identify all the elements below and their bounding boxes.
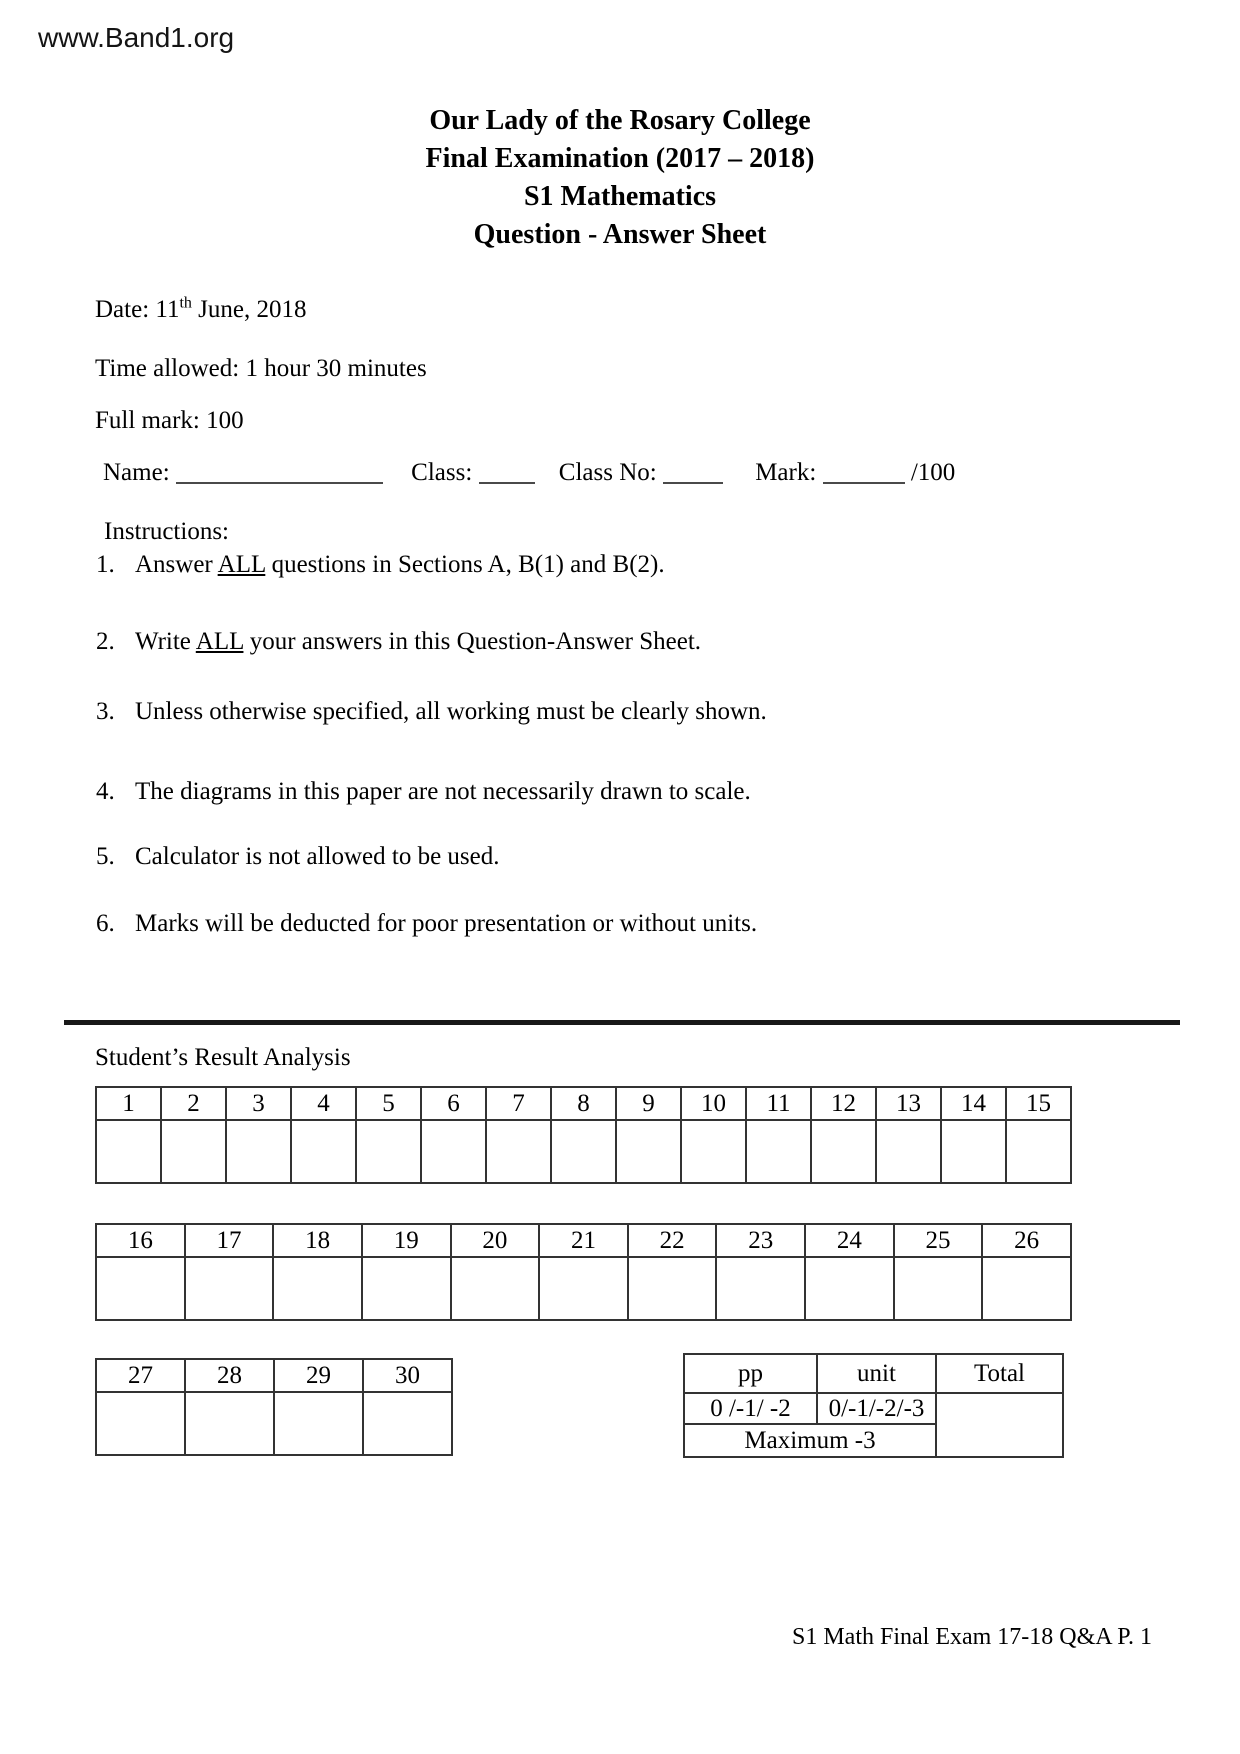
- score-cell: [362, 1257, 451, 1320]
- question-number-cell: 26: [982, 1224, 1071, 1257]
- score-cell: [746, 1120, 811, 1183]
- question-number-cell: 2: [161, 1087, 226, 1120]
- question-number-cell: 21: [539, 1224, 628, 1257]
- question-number-cell: 8: [551, 1087, 616, 1120]
- date-text: Date: 11: [95, 296, 180, 323]
- unit-header-cell: unit: [817, 1354, 936, 1393]
- score-cell: [273, 1257, 362, 1320]
- score-cell: [291, 1120, 356, 1183]
- score-cell: [982, 1257, 1071, 1320]
- instruction-text: Write ALL your answers in this Question-Answer Sheet.: [135, 628, 702, 655]
- score-entry-row: [96, 1392, 452, 1455]
- score-cell: [96, 1257, 185, 1320]
- time-allowed-line: Time allowed: 1 hour 30 minutes: [95, 355, 427, 382]
- score-cell: [421, 1120, 486, 1183]
- instruction-number: 1.: [96, 551, 115, 578]
- section-divider-rule: [64, 1020, 1180, 1025]
- instruction-text: Answer ALL questions in Sections A, B(1) and B(2).: [135, 551, 665, 578]
- pp-scale-cell: 0 /-1/ -2: [684, 1393, 817, 1424]
- school-name: Our Lady of the Rosary College: [429, 105, 811, 136]
- instruction-text: Marks will be deducted for poor presentation or without units.: [135, 910, 758, 937]
- question-number-cell: 20: [451, 1224, 540, 1257]
- score-cell: [363, 1392, 452, 1455]
- name-blank-field: [176, 458, 383, 484]
- score-cell: [681, 1120, 746, 1183]
- total-entry-cell: [936, 1393, 1063, 1457]
- question-number-cell: 6: [421, 1087, 486, 1120]
- class-blank-field: [479, 458, 535, 484]
- date-rest: June, 2018: [191, 296, 307, 323]
- score-cell: [451, 1257, 540, 1320]
- name-label: Name:: [103, 459, 170, 486]
- question-number-cell: 7: [486, 1087, 551, 1120]
- question-number-cell: 27: [96, 1359, 185, 1392]
- underlined-word: ALL: [195, 628, 244, 655]
- score-cell: [161, 1120, 226, 1183]
- exam-title: Final Examination (2017 – 2018): [425, 143, 815, 174]
- question-number-cell: 14: [941, 1087, 1006, 1120]
- score-cell: [876, 1120, 941, 1183]
- question-number-cell: 28: [185, 1359, 274, 1392]
- instruction-text: The diagrams in this paper are not necessarily drawn to scale.: [135, 778, 751, 805]
- instruction-item-6: [96, 910, 1096, 938]
- date-ordinal-suffix: th: [179, 294, 192, 312]
- score-cell: [185, 1257, 274, 1320]
- score-cell: [185, 1392, 274, 1455]
- score-cell: [805, 1257, 894, 1320]
- question-number-cell: 13: [876, 1087, 941, 1120]
- instruction-number: 4.: [96, 778, 115, 805]
- score-cell: [894, 1257, 983, 1320]
- instruction-number: 2.: [96, 628, 115, 655]
- question-number-row: [96, 1224, 1071, 1257]
- mark-denominator: /100: [910, 459, 956, 486]
- maximum-cell: Maximum -3: [684, 1424, 936, 1457]
- unit-scale-cell: 0/-1/-2/-3: [817, 1393, 936, 1424]
- question-number-cell: 10: [681, 1087, 746, 1120]
- result-analysis-heading: Student’s Result Analysis: [95, 1044, 351, 1071]
- instruction-text: Calculator is not allowed to be used.: [135, 843, 500, 870]
- score-cell: [226, 1120, 291, 1183]
- penalty-marks-table: [683, 1353, 1064, 1458]
- question-number-cell: 16: [96, 1224, 185, 1257]
- score-cell: [539, 1257, 628, 1320]
- question-number-cell: 23: [716, 1224, 805, 1257]
- score-cell: [941, 1120, 1006, 1183]
- underlined-word: ALL: [217, 551, 266, 578]
- score-entry-row: [96, 1120, 1071, 1183]
- score-cell: [96, 1120, 161, 1183]
- class-no-blank-field: [663, 458, 723, 484]
- question-number-cell: 15: [1006, 1087, 1071, 1120]
- question-number-cell: 17: [185, 1224, 274, 1257]
- mark-blank-field: [823, 458, 905, 484]
- score-cell: [628, 1257, 717, 1320]
- pp-header-cell: pp: [684, 1354, 817, 1393]
- question-number-cell: 9: [616, 1087, 681, 1120]
- score-cell: [616, 1120, 681, 1183]
- question-number-cell: 30: [363, 1359, 452, 1392]
- question-number-cell: 25: [894, 1224, 983, 1257]
- instruction-item-1: [96, 551, 1096, 579]
- question-number-cell: 29: [274, 1359, 363, 1392]
- score-entry-row: [96, 1257, 1071, 1320]
- student-info-row: [103, 458, 955, 487]
- total-header-cell: Total: [936, 1354, 1063, 1393]
- score-cell: [1006, 1120, 1071, 1183]
- date-line: [95, 296, 307, 324]
- question-number-row: [96, 1087, 1071, 1120]
- question-number-cell: 5: [356, 1087, 421, 1120]
- result-table-q1-15: [95, 1086, 1072, 1184]
- full-mark-line: Full mark: 100: [95, 407, 244, 434]
- score-cell: [356, 1120, 421, 1183]
- instruction-item-3: [96, 698, 1096, 726]
- document-title: [0, 102, 1240, 254]
- question-number-cell: 4: [291, 1087, 356, 1120]
- score-cell: [551, 1120, 616, 1183]
- score-cell: [96, 1392, 185, 1455]
- question-number-cell: 3: [226, 1087, 291, 1120]
- watermark-text: www.Band1.org: [38, 22, 235, 53]
- instruction-item-4: [96, 778, 1096, 806]
- instruction-number: 3.: [96, 698, 115, 725]
- instruction-item-2: [96, 628, 1096, 656]
- instruction-item-5: [96, 843, 1096, 871]
- score-cell: [486, 1120, 551, 1183]
- question-number-cell: 1: [96, 1087, 161, 1120]
- question-number-cell: 12: [811, 1087, 876, 1120]
- result-table-q16-26: [95, 1223, 1072, 1321]
- sheet-title: Question - Answer Sheet: [473, 219, 767, 250]
- question-number-row: [96, 1359, 452, 1392]
- question-number-cell: 18: [273, 1224, 362, 1257]
- result-table-q27-30: [95, 1358, 453, 1456]
- score-cell: [811, 1120, 876, 1183]
- page-footer: S1 Math Final Exam 17-18 Q&A P. 1: [791, 1624, 1152, 1650]
- instruction-number: 6.: [96, 910, 115, 937]
- instructions-heading: Instructions:: [104, 518, 229, 545]
- question-number-cell: 22: [628, 1224, 717, 1257]
- question-number-cell: 24: [805, 1224, 894, 1257]
- instruction-number: 5.: [96, 843, 115, 870]
- mark-label: Mark:: [755, 459, 817, 486]
- penalty-header-row: [684, 1354, 1063, 1393]
- penalty-scale-row: [684, 1393, 1063, 1424]
- score-cell: [274, 1392, 363, 1455]
- question-number-cell: 11: [746, 1087, 811, 1120]
- subject-title: S1 Mathematics: [523, 181, 717, 212]
- class-label: Class:: [411, 459, 473, 486]
- score-cell: [716, 1257, 805, 1320]
- instruction-text: Unless otherwise specified, all working must be clearly shown.: [135, 698, 767, 725]
- class-no-label: Class No:: [558, 459, 657, 486]
- question-number-cell: 19: [362, 1224, 451, 1257]
